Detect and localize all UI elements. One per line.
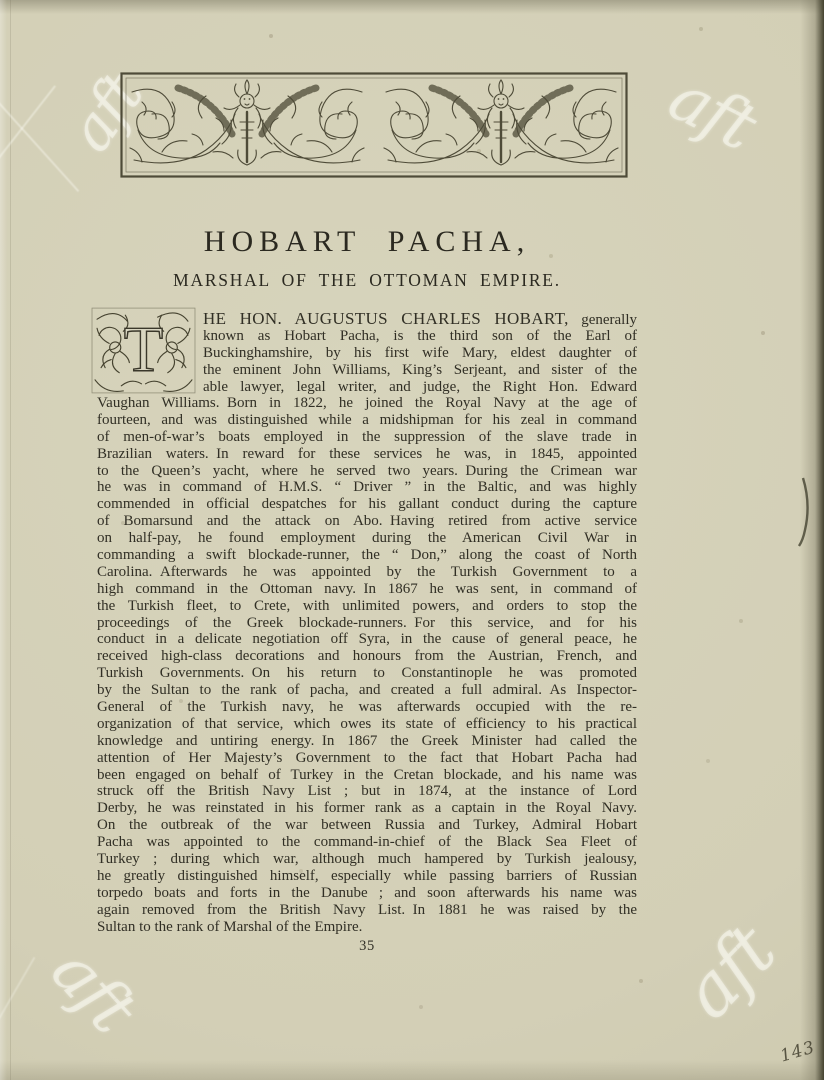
text-line: Turkey ; during which war, although much hampered by Turkish jealousy, [97, 851, 637, 868]
watermark-aft-bottom-left: aft [36, 932, 151, 1047]
text-line: fourteen, and was distinguished while a midshipman for his zeal in command [97, 411, 637, 428]
text-line: of men-of-war’s boats employed in the suppression of the slave trade in [97, 428, 637, 445]
text-line: known as Hobart Pacha, is the third son of the Earl of [203, 327, 637, 344]
text-line: of Bomarsund and the attack on Abo. Having retired from active service [97, 513, 637, 530]
text-line: received high-class decorations and honours from the Austrian, French, and [97, 648, 637, 665]
text-line: Derby, he was reinstated in his former rank as a captain in the Royal Navy. [97, 800, 637, 817]
text-line: attention of Her Majesty’s Government to the fact that Hobart Pacha had [97, 749, 637, 766]
paper-specks [0, 0, 2, 2]
text-line: he greatly distinguished himself, especially while passing barriers of Russian [97, 867, 637, 884]
chapter-title: HOBART PACHA, [203, 225, 531, 258]
text-line: Brazilian waters. In reward for these services he was, in 1845, appointed [97, 445, 637, 462]
watermark-aft-top-left: aft [55, 61, 157, 165]
watermark-aft-top-right: aft [657, 58, 768, 165]
text-line: he was in command of H.M.S. “ Driver ” in the Baltic, and was highly [97, 479, 637, 496]
text-line: been engaged on behalf of Turkey in the Cretan blockade, and his name was [97, 766, 637, 783]
header-ornament-engraving [120, 72, 628, 178]
text-line: conduct in a delicate negotiation off Syra, in the cause of general peace, he [97, 631, 637, 648]
paper-scratch [0, 85, 56, 204]
lead-rest: generally [568, 312, 637, 328]
text-line: knowledge and untiring energy. In 1867 the Greek Minister had called the [97, 732, 637, 749]
text-line: the Turkish fleet, to Crete, with unlimited powers, and orders to stop the [97, 597, 637, 614]
text-line: On the outbreak of the war between Russia and Turkey, Admiral Hobart [97, 817, 637, 834]
text-line: General of the Turkish navy, he was afterwards occupied with the re- [97, 699, 637, 716]
text-line: struck off the British Navy List ; but in 1874, at the instance of Lord [97, 783, 637, 800]
text-line: again removed from the British Navy List. In 1881 he was raised by the [97, 901, 637, 918]
main-lines [97, 395, 637, 919]
text-line: Vaughan Williams. Born in 1822, he joined the Royal Navy at the age of [97, 395, 637, 411]
text-line: commended in official despatches for his gallant conduct during the capture [97, 496, 637, 513]
text-line: on half-pay, he found employment during the American Civil War in [97, 530, 637, 547]
drop-cap-letter: T [123, 312, 164, 385]
text-line: Carolina. Afterwards he was appointed by the Turkish Government to a [97, 563, 637, 580]
handwritten-pencil-mark: 143 [777, 1037, 818, 1067]
page-number: 35 [359, 938, 375, 954]
text-line: Buckinghamshire, by his first wife Mary, eldest daughter of [203, 344, 637, 361]
lead-caps: HE HON. AUGUSTUS CHARLES HOBART, [203, 309, 569, 328]
wrapped-lines [203, 328, 637, 396]
page-edge-flaw [796, 476, 812, 548]
text-line: Pacha was appointed to the command-in-chief of the Black Sea Fleet of [97, 834, 637, 851]
text-line: proceedings of the Greek blockade-runners. For this service, and for his [97, 614, 637, 631]
watermark-aft-bottom-right: aft [665, 909, 791, 1035]
paragraph-wrapped-lines [203, 311, 637, 395]
text-line: Turkish Governments. On his return to Constantinople he was promoted [97, 665, 637, 682]
text-line: the eminent John Williams, King’s Serjeant, and sister of the [203, 361, 637, 378]
text-line: by the Sultan to the rank of pacha, and created a full admiral. As Inspector- [97, 682, 637, 699]
paragraph-main-lines [97, 395, 637, 936]
paper-crease-highlight [0, 957, 35, 1053]
text-line-last: Sultan to the rank of Marshal of the Empire. [97, 918, 363, 935]
chapter-subtitle: MARSHAL OF THE OTTOMAN EMPIRE. [173, 270, 561, 290]
text-line: able lawyer, legal writer, and judge, the Right Hon. Edward [203, 378, 637, 395]
text-line: commanding a swift blockade-runner, the “ Don,” along the coast of North [97, 547, 637, 564]
drop-cap-engraving [91, 307, 196, 394]
text-line [203, 311, 637, 328]
text-line: high command in the Ottoman navy. In 1867 he was sent, in command of [97, 580, 637, 597]
text-line: organization of that service, which owes its state of efficiency to his practical [97, 715, 637, 732]
text-line: torpedo boats and forts in the Danube ; and soon afterwards his name was [97, 884, 637, 901]
text-line: to the Queen’s yacht, where he served two years. During the Crimean war [97, 462, 637, 479]
